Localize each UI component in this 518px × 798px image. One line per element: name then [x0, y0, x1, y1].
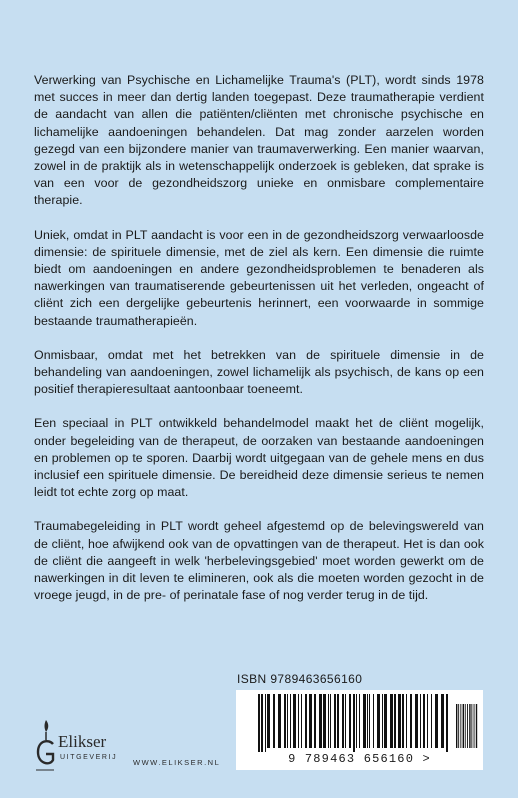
barcode-bar [345, 694, 346, 748]
barcode-bar [390, 694, 393, 748]
barcode-bar [323, 694, 326, 748]
barcode-bar [384, 694, 387, 748]
barcode-bar [293, 694, 296, 748]
barcode-bar [284, 694, 286, 748]
barcode-bar [301, 694, 302, 748]
isbn-label: ISBN 9789463656160 [237, 672, 363, 686]
barcode-addon-bar [476, 704, 477, 748]
blurb-text [34, 72, 484, 621]
barcode-addon-bar [465, 704, 466, 748]
barcode [236, 690, 483, 770]
barcode-addon-bar [474, 704, 475, 748]
paragraph-traumabegeleiding: Traumabegeleiding in PLT wordt geheel afgestemd op de belevingswereld van de cliënt, hoe afwijkend ook van de opvattingen van de therapeut. Het is dan ook de cliënt die aangeeft in welk 'herbelevingsgebied' moet worden gewerkt om de nawerkingen in dit leven te elimineren, ook als die moeten worden gezocht in de vroege jeugd, in de pre- of perinatale fase of nog verder terug in de tijd. [34, 519, 484, 603]
barcode-bar [319, 694, 322, 748]
barcode-bar [363, 694, 366, 748]
paragraph-intro: Verwerking van Psychische en Lichamelijke Trauma's (PLT), wordt sinds 1978 met succes in meer dan dertig landen toegepast. Deze traumatherapie verdient de aandacht van allen die patiënten/cliënten met chronische psychische en lichamelijke aandoeningen behandelen. Dat mag zonder aarzelen worden gezegd van een bijzondere manier van traumaverwerking. Een manier waarvan, zowel in de praktijk als in wetenschappelijk onderzoek is gebleken, dat sprake is van een voor de gezondheidszorg unieke en onmisbare complementaire therapie. [34, 73, 484, 208]
barcode-bar [290, 694, 291, 748]
barcode-addon-bar [471, 704, 472, 748]
barcode-bar [406, 694, 407, 748]
barcode-digits: 9 789463 656160 > [288, 752, 431, 766]
barcode-addon-bar [469, 704, 470, 748]
barcode-bar [441, 694, 444, 748]
barcode-bar [267, 694, 270, 748]
barcode-bar [261, 694, 263, 752]
barcode-bar [427, 694, 428, 748]
barcode-bar [314, 694, 316, 748]
barcode-bar [258, 694, 260, 752]
barcode-bar [330, 694, 331, 748]
barcode-bar [410, 694, 412, 748]
barcode-bar [353, 694, 355, 752]
barcode-bar [265, 694, 266, 752]
barcode-bar [402, 694, 404, 748]
barcode-bar [273, 694, 275, 748]
barcode-bar [278, 694, 281, 748]
quill-icon [34, 718, 56, 774]
barcode-bar [337, 694, 339, 748]
barcode-bar [446, 694, 448, 752]
barcode-addon-bar [460, 704, 461, 748]
barcode-bar [369, 694, 370, 748]
barcode-bar [435, 694, 438, 748]
barcode-bar [398, 694, 401, 748]
barcode-bar [367, 694, 368, 748]
barcode-bar [415, 694, 418, 748]
publisher-website: WWW.ELIKSER.NL [133, 758, 221, 767]
barcode-bar [373, 694, 374, 748]
barcode-bar [356, 694, 357, 748]
barcode-bar [305, 694, 307, 748]
barcode-bar [298, 694, 299, 748]
paragraph-onmisbaar: Onmisbaar, omdat met het betrekken van de spirituele dimensie in de behandeling van aandoeningen, zowel lichamelijk als psychisch, de kans op een positief therapieresultaat aantoonbaar toeneemt. [34, 347, 484, 397]
barcode-bar [309, 694, 312, 748]
barcode-bar [377, 694, 380, 748]
barcode-addon-bar [456, 704, 457, 748]
barcode-bar [328, 694, 329, 748]
barcode-bar [431, 694, 432, 748]
barcode-bar [342, 694, 344, 748]
barcode-bar [349, 694, 351, 748]
barcode-bar [394, 694, 396, 748]
paragraph-uniek: Uniek, omdat in PLT aandacht is voor een in de gezondheidszorg verwaarloosde dimensie: de spirituele dimensie, met de ziel als kern. Een dimensie die ruimte biedt om aandoeningen en andere gezondheidsproblemen te benaderen als nawerkingen van traumatiserende gebeurtenissen uit het verleden, ongeacht of cliënt zich een dergelijke gebeurtenis herinnert, een voorwaarde in sommige bestaande traumatherapieën. [34, 227, 484, 328]
barcode-bar [382, 694, 383, 748]
barcode-bar [287, 694, 288, 748]
barcode-bar [423, 694, 425, 748]
barcode-addon-bar [458, 704, 459, 748]
paragraph-behandelmodel: Een speciaal in PLT ontwikkeld behandelmodel maakt het de cliënt mogelijk, onder begeleiding van de therapeut, de oorzaken van bestaande aandoeningen en problemen op te sporen. Daarbij wordt uitgegaan van de gehele mens en dus inclusief een spirituele dimensie. De bereidheid deze dimensie serieus te nemen leidt tot echte zorg op maat. [34, 416, 484, 500]
barcode-bar [334, 694, 336, 748]
barcode-icon [236, 690, 483, 752]
barcode-bar [359, 694, 360, 748]
barcode-addon-bar [463, 704, 464, 748]
barcode-bar [420, 694, 421, 748]
publisher-subtitle: UITGEVERIJ [60, 754, 118, 761]
publisher-logo [34, 718, 134, 774]
barcode-addon-bar [467, 704, 468, 748]
publisher-name: Elikser [58, 732, 107, 751]
